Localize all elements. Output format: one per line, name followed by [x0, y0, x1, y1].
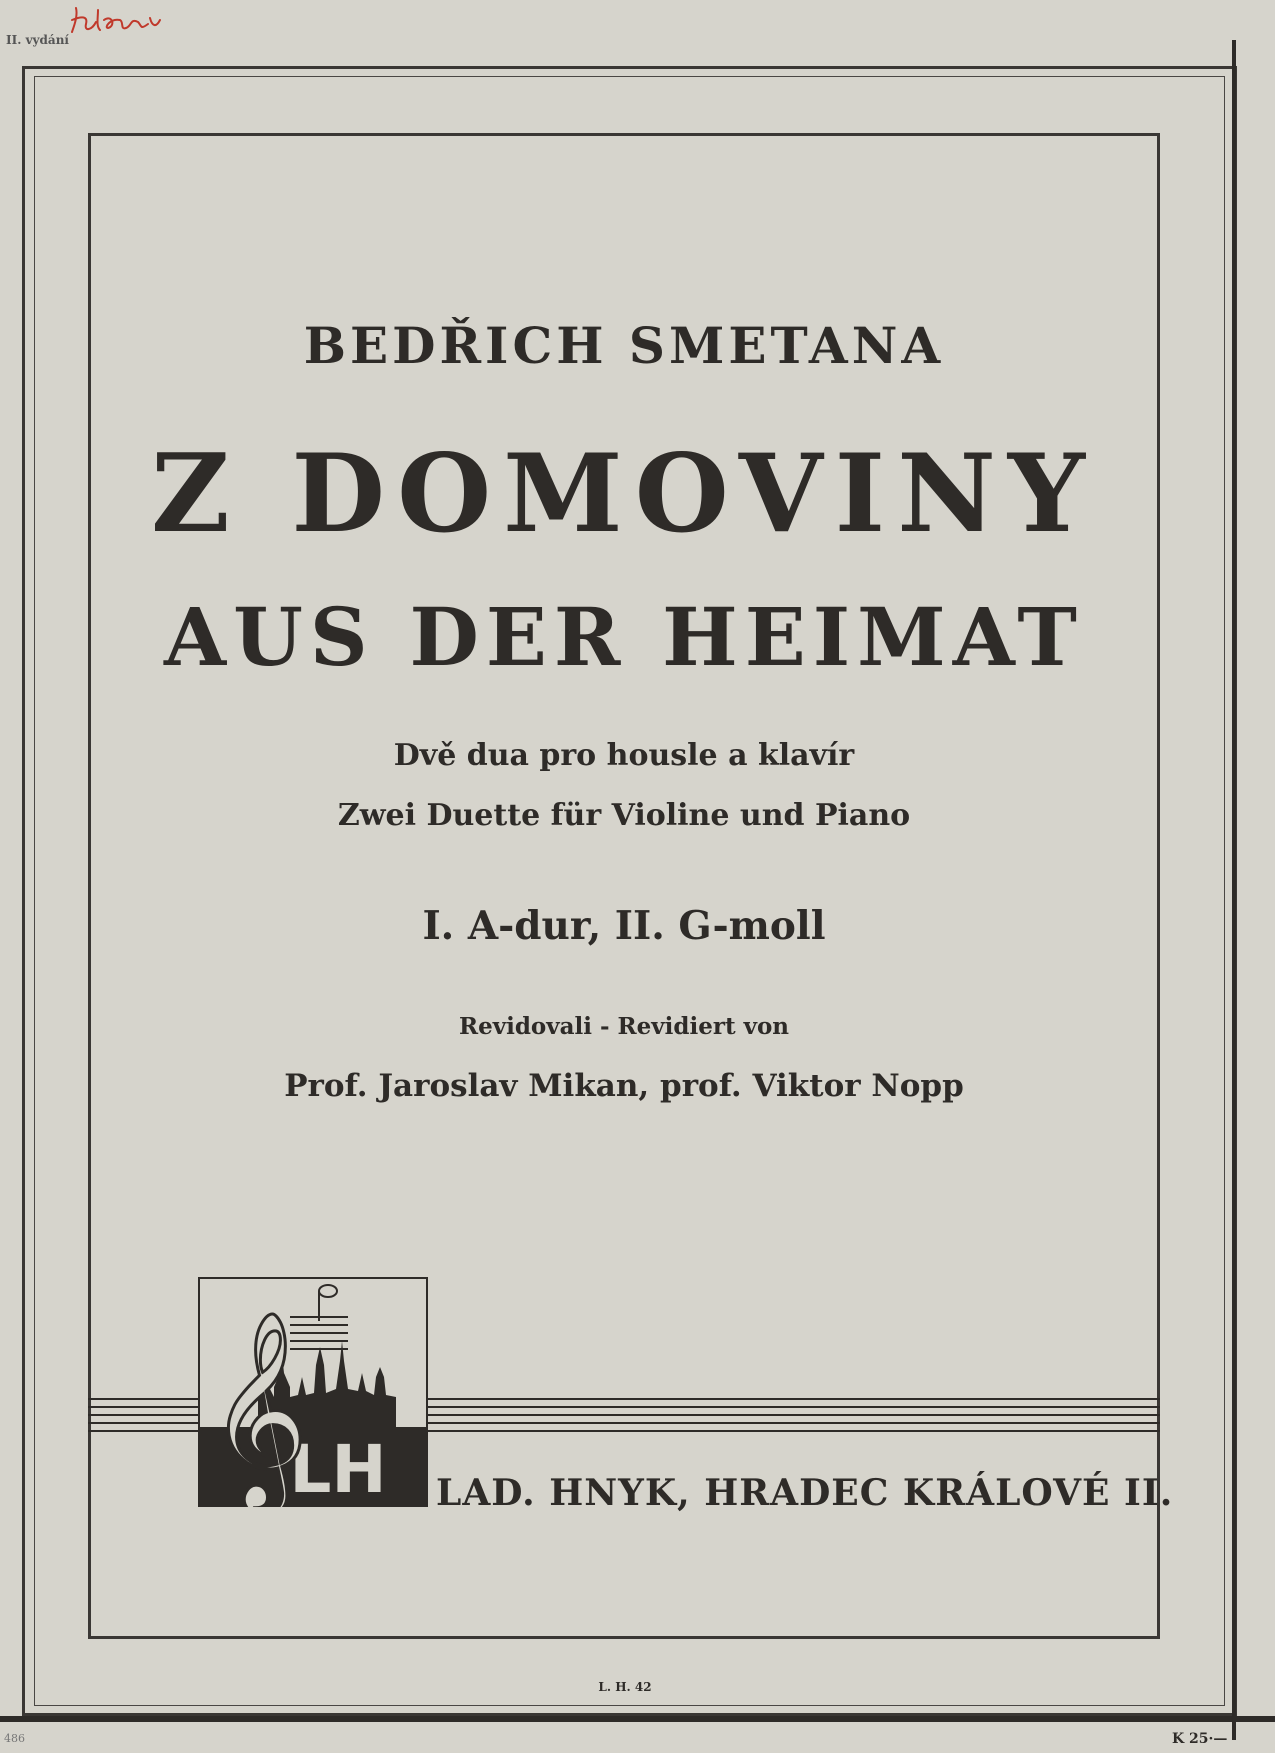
- plate-number: L. H. 42: [598, 1680, 652, 1694]
- right-edge-rule: [1232, 40, 1236, 1740]
- treble-clef-icon: 𝄞: [208, 1310, 309, 1507]
- corner-number: 486: [4, 1732, 25, 1745]
- title-german: AUS DER HEIMAT: [164, 590, 1084, 684]
- publisher-logo: [198, 1277, 428, 1507]
- subtitle-czech: Dvě dua pro housle a klavír: [393, 738, 855, 773]
- bottom-edge-rule: [0, 1716, 1275, 1722]
- handwritten-signature: [68, 2, 178, 42]
- title-czech: Z DOMOVINY: [150, 431, 1098, 557]
- keys-line: I. A-dur, II. G-moll: [422, 903, 826, 949]
- revisers: Prof. Jaroslav Mikan, prof. Viktor Nopp: [284, 1068, 964, 1104]
- publisher-name: LAD. HNYK, HRADEC KRÁLOVÉ II.: [436, 1472, 1174, 1514]
- logo-monogram: LH: [289, 1431, 387, 1507]
- subtitle-german: Zwei Duette für Violine und Piano: [337, 798, 911, 833]
- revision-label: Revidovali - Revidiert von: [458, 1013, 790, 1040]
- edition-note: II. vydání: [6, 33, 69, 47]
- price: K 25·—: [1172, 1731, 1228, 1747]
- composer-name: BEDŘICH SMETANA: [303, 316, 945, 375]
